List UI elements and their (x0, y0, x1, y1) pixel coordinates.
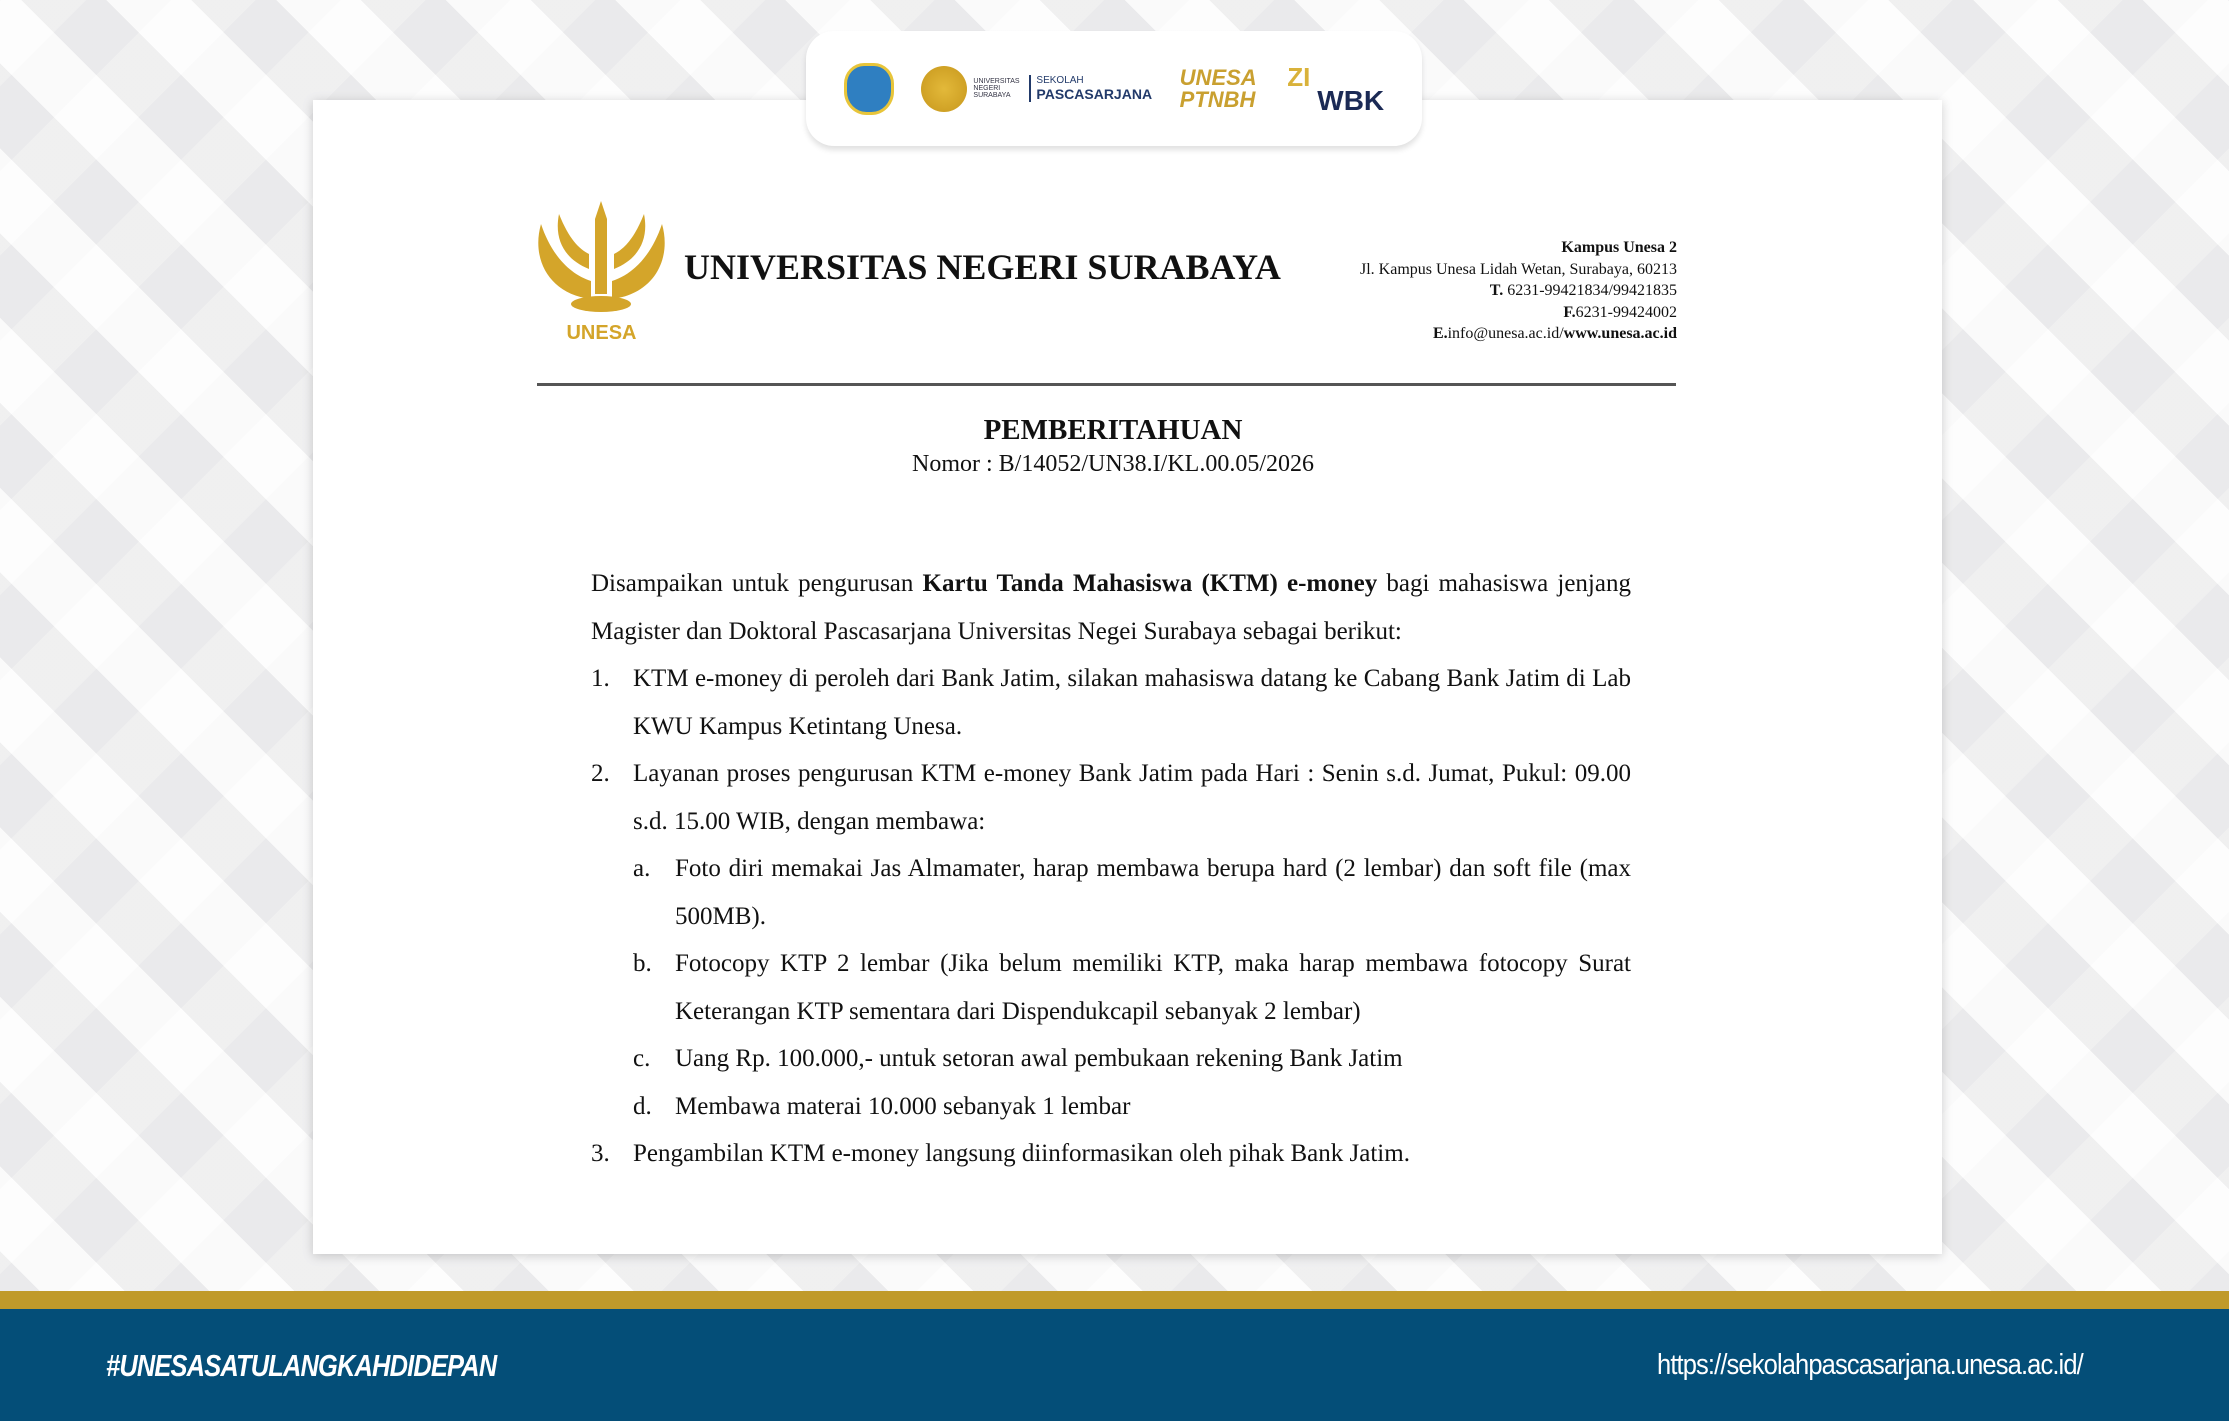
phone-line: T. 6231-99421834/99421835 (1489, 282, 1677, 299)
list-item: 1. KTM e-money di peroleh dari Bank Jatim, silakan mahasiswa datang ke Cabang Bank Jatim di Lab KWU Kampus Ketintang Unesa. (591, 665, 1631, 740)
zi-wbk-logo: ZI WBK (1287, 61, 1385, 116)
unesa-emblem-icon (529, 199, 674, 317)
sub-list-item: c. Uang Rp. 100.000,- untuk setoran awal pembukaan rekening Bank Jatim (633, 1045, 1403, 1072)
list-item: 2. Layanan proses pengurusan KTM e-money Bank Jatim pada Hari : Senin s.d. Jumat, Pukul: 09.00 s.d. 15.00 WIB, dengan membawa: (591, 760, 1631, 835)
intro-paragraph: Disampaikan untuk pengurusan Kartu Tanda Mahasiswa (KTM) e-money bagi mahasiswa jenjang Magister dan Doktoral Pascasarjana Universitas Negei Surabaya sebagai berikut: (591, 570, 1631, 645)
notice-body (591, 560, 1631, 1178)
email-line: E.info@unesa.ac.id/www.unesa.ac.id (1432, 325, 1677, 342)
footer-hashtag: #UNESASATULANGKAHDIDEPAN (106, 1348, 497, 1383)
sub-list-item: d. Membawa materai 10.000 sebanyak 1 lembar (633, 1092, 1131, 1120)
footer-gold-band (0, 1291, 2229, 1309)
fax-line: F.6231-99424002 (1563, 303, 1677, 321)
university-name: UNIVERSITAS NEGERI SURABAYA (684, 247, 1281, 287)
tut-wuri-handayani-logo (844, 63, 894, 115)
sub-list-item: b. Fotocopy KTP 2 lembar (Jika belum memiliki KTP, maka harap membawa fotocopy Surat Keterangan KTP sementara dari Dispendukcapil sebanyak 2 lembar) (633, 950, 1631, 1025)
address-line: Jl. Kampus Unesa Lidah Wetan, Surabaya, 60213 (1359, 260, 1677, 278)
logo-text: UNESA (566, 322, 637, 344)
notice-title: PEMBERITAHUAN (983, 414, 1243, 446)
footer-url-link[interactable]: https://sekolahpascasarjana.unesa.ac.id/ (1657, 1349, 2083, 1381)
unesa-ptnbh-logo: UNESA PTNBH (1179, 64, 1256, 112)
notice-number: Nomor : B/14052/UN38.I/KL.00.05/2026 (912, 451, 1314, 477)
sub-list-item: a. Foto diri memakai Jas Almamater, harap membawa berupa hard (2 lembar) dan soft file (max 500MB). (633, 855, 1631, 930)
list-item: 3. Pengambilan KTM e-money langsung diinformasikan oleh pihak Bank Jatim. (591, 1140, 1410, 1167)
unesa-logo (529, 199, 674, 345)
unesa-pascasarjana-logo: UNIVERSITAS NEGERI SURABAYA SEKOLAH PASCASARJANA (921, 66, 1152, 112)
letterhead-divider (537, 383, 1676, 386)
campus-address (1200, 237, 1677, 345)
partner-logos-bar (806, 31, 1422, 146)
campus-name: Kampus Unesa 2 (1561, 239, 1677, 256)
